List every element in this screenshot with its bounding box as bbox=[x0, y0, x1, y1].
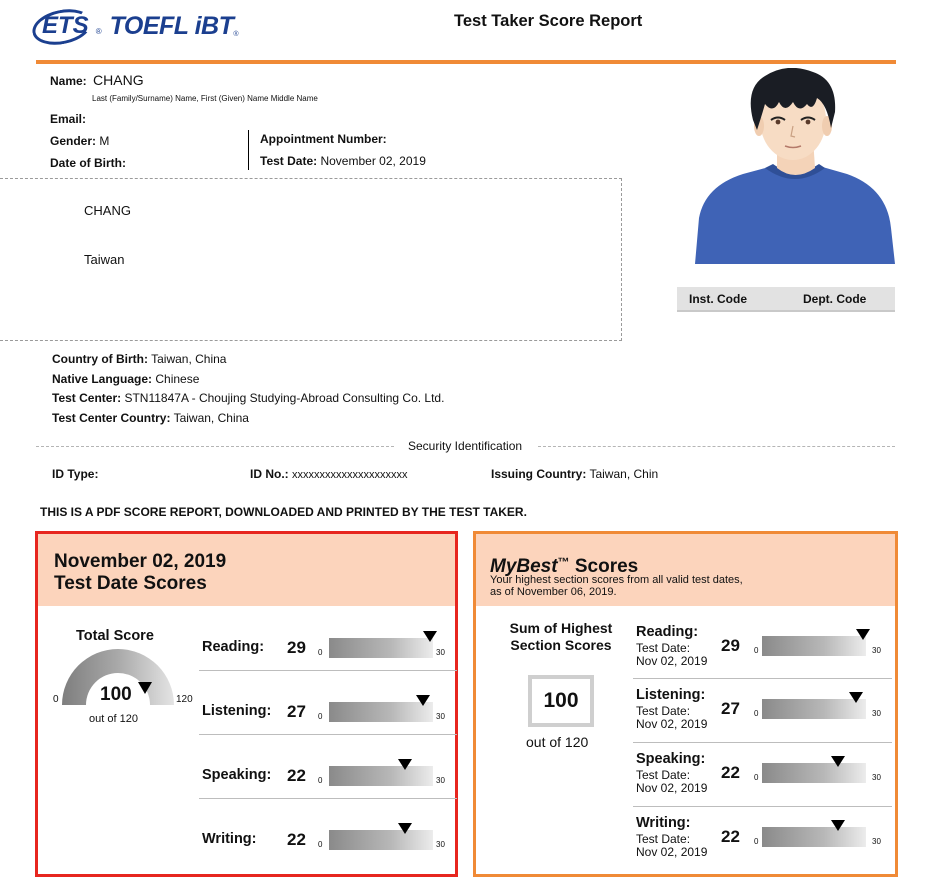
id-number-label: ID No.: bbox=[250, 467, 289, 481]
logo-registered-mark-2: ® bbox=[233, 30, 239, 38]
native-language-row bbox=[52, 372, 199, 386]
appointment-label: Appointment Number: bbox=[260, 132, 387, 146]
country-of-birth-value: Taiwan, China bbox=[151, 352, 227, 366]
listening-bar-max: 30 bbox=[436, 712, 445, 721]
header-divider bbox=[36, 60, 896, 64]
mybest-writing-bar-max: 30 bbox=[872, 837, 881, 846]
native-language-label: Native Language: bbox=[52, 372, 153, 386]
mybest-subtitle-line-2: as of November 06, 2019. bbox=[490, 586, 617, 598]
test-center-label: Test Center: bbox=[52, 391, 122, 405]
email-label: Email: bbox=[50, 112, 87, 126]
reading-label: Reading: bbox=[202, 639, 265, 655]
id-type-label: ID Type: bbox=[52, 467, 99, 481]
listening-score-bar bbox=[329, 702, 433, 722]
reading-score-bar bbox=[329, 638, 433, 658]
writing-score: 22 bbox=[287, 830, 306, 849]
dob-row bbox=[50, 156, 126, 170]
total-score-label: Total Score bbox=[76, 628, 154, 644]
test-date-scores-panel bbox=[35, 531, 458, 877]
mybest-listening-score: 27 bbox=[721, 699, 740, 718]
institution-code-box bbox=[677, 287, 895, 312]
speaking-score-marker bbox=[398, 759, 412, 770]
mybest-scores-panel bbox=[473, 531, 898, 877]
listening-score: 27 bbox=[287, 702, 306, 721]
address-line-1: CHANG bbox=[84, 203, 131, 218]
mybest-speaking-date: Nov 02, 2019 bbox=[636, 781, 708, 795]
ets-toefl-logo bbox=[36, 8, 239, 44]
sum-highest-label-line-2: Section Scores bbox=[510, 637, 612, 653]
test-date-scores-header bbox=[38, 534, 455, 606]
test-center-country-label: Test Center Country: bbox=[52, 411, 171, 425]
mybest-writing-score: 22 bbox=[721, 827, 740, 846]
mybest-reading-date: Nov 02, 2019 bbox=[636, 654, 708, 668]
mybest-reading-date-label: Test Date: bbox=[636, 641, 691, 655]
mybest-header bbox=[476, 534, 895, 606]
mybest-title-italic: MyBest bbox=[490, 556, 558, 577]
mybest-listening-date-label: Test Date: bbox=[636, 704, 691, 718]
issuing-country-value: Taiwan, Chin bbox=[589, 467, 659, 481]
appointment-row bbox=[260, 132, 387, 146]
test-date-scores-title: Test Date Scores bbox=[54, 573, 207, 594]
reading-score-marker bbox=[423, 631, 437, 642]
speaking-label: Speaking: bbox=[202, 767, 272, 783]
speaking-bar-min: 0 bbox=[318, 776, 323, 785]
dob-label: Date of Birth: bbox=[50, 156, 126, 170]
speaking-bar-max: 30 bbox=[436, 776, 445, 785]
mybest-title-tm: ™ bbox=[557, 555, 570, 569]
gender-label: Gender: bbox=[50, 134, 97, 148]
country-of-birth-row bbox=[52, 352, 226, 366]
test-taker-photo bbox=[695, 68, 895, 264]
issuing-country-row bbox=[491, 467, 658, 481]
logo-ets: ETS bbox=[36, 12, 95, 40]
test-date-row bbox=[260, 154, 426, 168]
logo-registered-mark: ® bbox=[95, 26, 102, 36]
mybest-reading-bar-max: 30 bbox=[872, 646, 881, 655]
pdf-notice: THIS IS A PDF SCORE REPORT, DOWNLOADED AND PRINTED BY THE TEST TAKER. bbox=[40, 505, 527, 519]
report-title: Test Taker Score Report bbox=[454, 12, 643, 30]
test-center-row bbox=[52, 391, 444, 405]
section-separator bbox=[633, 806, 892, 807]
id-number-value: xxxxxxxxxxxxxxxxxxxxx bbox=[292, 469, 408, 481]
reading-bar-min: 0 bbox=[318, 648, 323, 657]
total-score-out-of: out of 120 bbox=[89, 713, 138, 725]
mybest-reading-score: 29 bbox=[721, 636, 740, 655]
country-of-birth-label: Country of Birth: bbox=[52, 352, 148, 366]
listening-label: Listening: bbox=[202, 703, 272, 719]
name-format-hint: Last (Family/Surname) Name, First (Given) Name Middle Name bbox=[92, 94, 318, 103]
sum-highest-value-box bbox=[528, 675, 594, 727]
reading-bar-max: 30 bbox=[436, 648, 445, 657]
mybest-listening-bar-max: 30 bbox=[872, 709, 881, 718]
mybest-speaking-date-label: Test Date: bbox=[636, 768, 691, 782]
mybest-writing-score-bar bbox=[762, 827, 866, 847]
security-divider-right bbox=[538, 446, 895, 447]
writing-score-bar bbox=[329, 830, 433, 850]
gender-row bbox=[50, 134, 109, 148]
section-separator bbox=[199, 670, 457, 671]
logo-toefl-ibt: TOEFL iBT bbox=[109, 11, 234, 40]
section-separator bbox=[633, 678, 892, 679]
total-score-min: 0 bbox=[53, 694, 59, 705]
email-row bbox=[50, 112, 86, 126]
sum-highest-label bbox=[502, 620, 620, 654]
listening-score-marker bbox=[416, 695, 430, 706]
dept-code-label: Dept. Code bbox=[803, 292, 867, 306]
mybest-reading-label: Reading: bbox=[636, 624, 699, 640]
writing-label: Writing: bbox=[202, 831, 257, 847]
writing-bar-max: 30 bbox=[436, 840, 445, 849]
writing-score-marker bbox=[398, 823, 412, 834]
mybest-subtitle bbox=[490, 574, 743, 598]
gender-value: M bbox=[99, 134, 110, 148]
writing-bar-min: 0 bbox=[318, 840, 323, 849]
reading-score: 29 bbox=[287, 638, 306, 657]
test-center-value: STN11847A - Choujing Studying-Abroad Consulting Co. Ltd. bbox=[124, 391, 445, 405]
mybest-speaking-score-marker bbox=[831, 756, 845, 767]
sum-highest-value: 100 bbox=[543, 689, 579, 712]
mybest-speaking-label: Speaking: bbox=[636, 751, 706, 767]
security-divider-left bbox=[36, 446, 394, 447]
test-date-scores-date: November 02, 2019 bbox=[54, 551, 227, 572]
sum-highest-label-line-1: Sum of Highest bbox=[509, 620, 613, 636]
mybest-speaking-score-bar bbox=[762, 763, 866, 783]
listening-bar-min: 0 bbox=[318, 712, 323, 721]
mybest-writing-label: Writing: bbox=[636, 815, 691, 831]
name-label: Name: bbox=[50, 74, 87, 88]
mailing-address-box bbox=[0, 178, 622, 341]
mybest-speaking-bar-min: 0 bbox=[754, 773, 759, 782]
inst-code-label: Inst. Code bbox=[689, 292, 748, 306]
address-line-2: Taiwan bbox=[84, 252, 125, 267]
mybest-listening-score-bar bbox=[762, 699, 866, 719]
native-language-value: Chinese bbox=[155, 372, 200, 386]
speaking-score: 22 bbox=[287, 766, 306, 785]
id-number-row bbox=[250, 467, 408, 481]
total-score-marker bbox=[138, 682, 152, 694]
mybest-reading-score-marker bbox=[856, 629, 870, 640]
mybest-writing-bar-min: 0 bbox=[754, 837, 759, 846]
mybest-listening-label: Listening: bbox=[636, 687, 706, 703]
total-score-max: 120 bbox=[176, 694, 193, 705]
sum-highest-out-of: out of 120 bbox=[526, 734, 589, 750]
mybest-speaking-bar-max: 30 bbox=[872, 773, 881, 782]
test-date-label: Test Date: bbox=[260, 154, 318, 168]
total-score-value: 100 bbox=[100, 684, 132, 705]
mybest-listening-date: Nov 02, 2019 bbox=[636, 717, 708, 731]
info-column-divider bbox=[248, 130, 249, 170]
mybest-writing-score-marker bbox=[831, 820, 845, 831]
test-center-country-row bbox=[52, 411, 249, 425]
name-row bbox=[50, 72, 144, 88]
security-title: Security Identification bbox=[408, 439, 523, 453]
test-center-country-value: Taiwan, China bbox=[173, 411, 249, 425]
mybest-reading-score-bar bbox=[762, 636, 866, 656]
name-value: CHANG bbox=[93, 72, 144, 88]
mybest-speaking-score: 22 bbox=[721, 763, 740, 782]
section-separator bbox=[199, 734, 457, 735]
id-type-row bbox=[52, 467, 98, 481]
speaking-score-bar bbox=[329, 766, 433, 786]
section-separator bbox=[199, 798, 457, 799]
mybest-listening-bar-min: 0 bbox=[754, 709, 759, 718]
mybest-writing-date-label: Test Date: bbox=[636, 832, 691, 846]
mybest-listening-score-marker bbox=[849, 692, 863, 703]
issuing-country-label: Issuing Country: bbox=[491, 467, 587, 481]
section-separator bbox=[633, 742, 892, 743]
mybest-subtitle-line-1: Your highest section scores from all valid test dates, bbox=[490, 574, 743, 586]
mybest-reading-bar-min: 0 bbox=[754, 646, 759, 655]
test-date-value: November 02, 2019 bbox=[320, 154, 426, 168]
mybest-writing-date: Nov 02, 2019 bbox=[636, 845, 708, 859]
mybest-title-rest: Scores bbox=[569, 556, 639, 577]
